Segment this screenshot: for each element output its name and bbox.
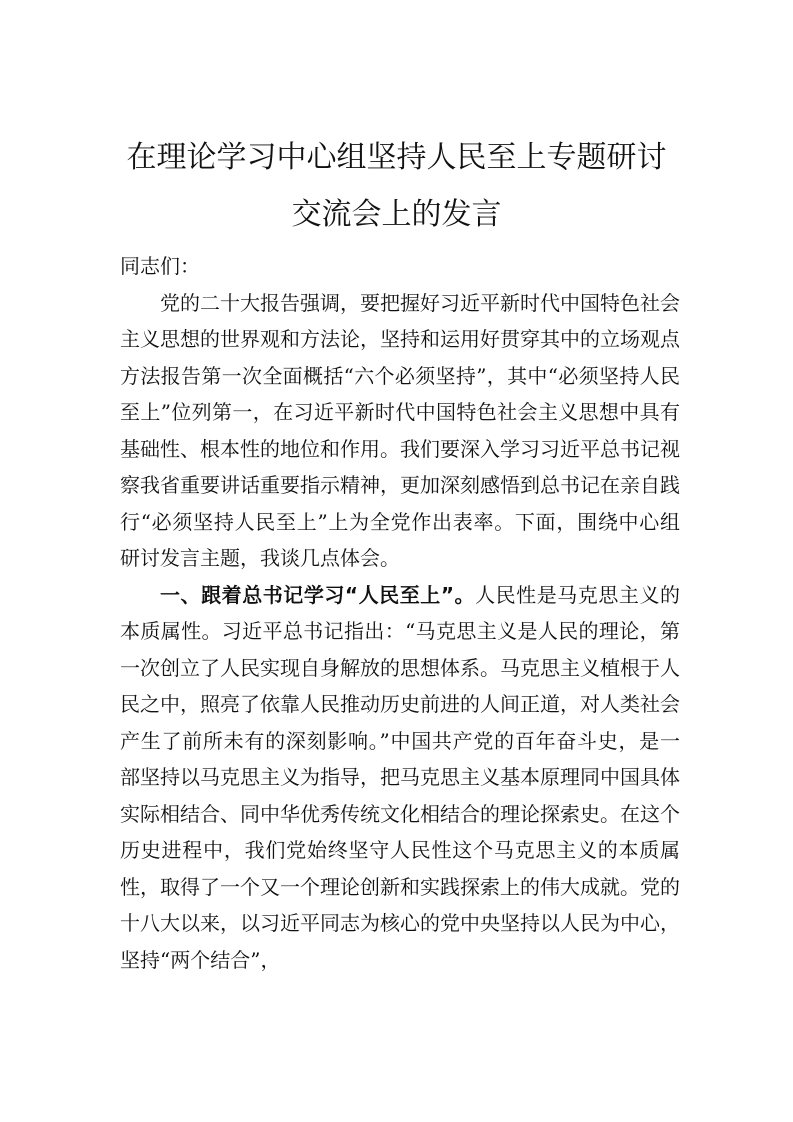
document-body bbox=[120, 248, 680, 978]
document-title-line-1: 在理论学习中心组坚持人民至上专题研讨 bbox=[126, 140, 667, 175]
section-1-text: 人民性是马克思主义的本质属性。习近平总书记指出：“马克思主义是人民的理论，第一次创立了人民实现自身解放的思想体系。马克思主义植根于人民之中，照亮了依靠人民推动历史前进的人间正道，对人类社会产生了前所未有的深刻影响。”中国共产党的百年奋斗史，是一部坚持以马克思主义为指导，把马克思主义基本原理同中国具体实际相结合、同中华优秀传统文化相结合的理论探索史。在这个历史进程中，我们党始终坚守人民性这个马克思主义的本质属性，取得了一个又一个理论创新和实践探索上的伟大成就。党的十八大以来，以习近平同志为核心的党中央坚持以人民为中心，坚持“两个结合”， bbox=[120, 582, 680, 972]
paragraph-section-1 bbox=[120, 577, 680, 979]
document-title-line-2: 交流会上的发言 bbox=[291, 197, 502, 232]
section-1-heading: 一、跟着总书记学习“人民至上”。 bbox=[160, 582, 476, 607]
salutation: 同志们： bbox=[120, 254, 200, 278]
paragraph-intro: 党的二十大报告强调，要把握好习近平新时代中国特色社会主义思想的世界观和方法论，坚持和运用好贯穿其中的立场观点方法报告第一次全面概括“六个必须坚持”，其中“必须坚持人民至上”位列第一，在习近平新时代中国特色社会主义思想中具有基础性、根本性的地位和作用。我们要深入学习习近平总书记视察我省重要讲话重要指示精神，更加深刻感悟到总书记在亲自践行“必须坚持人民至上”上为全党作出表率。下面，围绕中心组研讨发言主题，我谈几点体会。 bbox=[120, 290, 680, 570]
